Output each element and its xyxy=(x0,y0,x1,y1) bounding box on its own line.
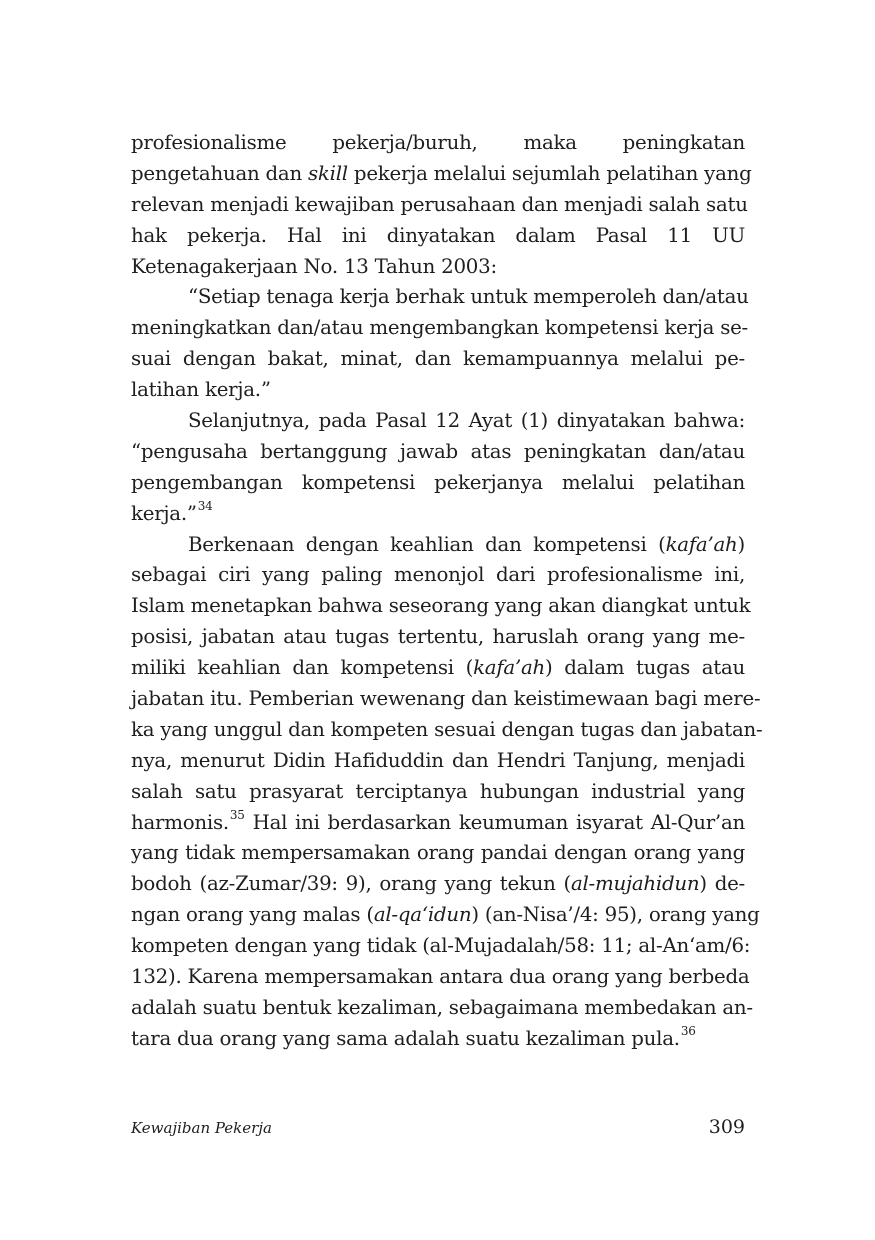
text-line: harmonis.$^{35}$ Hal ini berdasarkan keumuman isyarat Al-Qur’an xyxy=(131,808,745,834)
text-line: 132). Karena mempersamakan antara dua orang yang berbeda xyxy=(131,965,750,989)
text-line: suai dengan bakat, minat, dan kemampuannya melalui pe- xyxy=(131,347,745,371)
page-number: 309 xyxy=(708,1116,745,1138)
page-footer xyxy=(131,1116,745,1138)
text-line: nya, menurut Didin Hafiduddin dan Hendri Tanjung, menjadi xyxy=(131,748,745,772)
text-line: ka yang unggul dan kompeten sesuai dengan tugas dan jabatan- xyxy=(131,717,763,741)
text-line: meningkatkan dan/atau mengembangkan kompetensi kerja se- xyxy=(131,316,748,340)
text-line: posisi, jabatan atau tugas tertentu, haruslah orang yang me- xyxy=(131,625,745,649)
text-line: Selanjutnya, pada Pasal 12 Ayat (1) dinyatakan bahwa: xyxy=(188,409,745,433)
text-line: pengembangan kompetensi pekerjanya melalui pelatihan xyxy=(131,470,745,494)
text-line: “Setiap tenaga kerja berhak untuk memperoleh dan/atau xyxy=(188,285,749,309)
text-line: “pengusaha bertanggung jawab atas peningkatan dan/atau xyxy=(131,439,745,463)
text-line: Islam menetapkan bahwa seseorang yang akan diangkat untuk xyxy=(131,594,751,618)
text-line: adalah suatu bentuk kezaliman, sebagaimana membedakan an- xyxy=(131,995,753,1019)
text-line: profesionalisme pekerja/buruh, maka peningkatan xyxy=(131,131,745,154)
text-line: ngan orang yang malas (al-qa‘idun) (an-Nisa’/4: 95), orang yang xyxy=(131,903,760,927)
text-line: salah satu prasyarat terciptanya hubungan industrial yang xyxy=(131,779,745,803)
text-line: tara dua orang yang sama adalah suatu kezaliman pula.$^{36}$ xyxy=(131,1024,696,1050)
text-line: hak pekerja. Hal ini dinyatakan dalam Pasal 11 UU xyxy=(131,223,745,247)
text-line: Ketenagakerjaan No. 13 Tahun 2003: xyxy=(131,254,497,278)
text-line: sebagai ciri yang paling menonjol dari profesionalisme ini, xyxy=(131,563,745,587)
text-line: kompeten dengan yang tidak (al-Mujadalah/58: 11; al-An‘am/6: xyxy=(131,934,751,958)
text-line: pengetahuan dan skill pekerja melalui sejumlah pelatihan yang xyxy=(131,161,752,185)
body-text xyxy=(131,128,763,1055)
text-line: miliki keahlian dan kompetensi (kafa’ah) dalam tugas atau xyxy=(131,656,745,680)
text-line: bodoh (az-Zumar/39: 9), orang yang tekun (al-mujahidun) de- xyxy=(131,872,745,896)
running-title: Kewajiban Pekerja xyxy=(131,1119,272,1137)
text-line: jabatan itu. Pemberian wewenang dan keistimewaan bagi mere- xyxy=(131,687,761,711)
text-line: kerja.”$^{34}$ xyxy=(131,499,213,525)
text-line: relevan menjadi kewajiban perusahaan dan menjadi salah satu xyxy=(131,192,748,216)
text-line: Berkenaan dengan keahlian dan kompetensi (kafa’ah) xyxy=(188,532,745,556)
text-line: latihan kerja.” xyxy=(131,378,271,402)
text-line: yang tidak mempersamakan orang pandai dengan orang yang xyxy=(131,841,745,865)
